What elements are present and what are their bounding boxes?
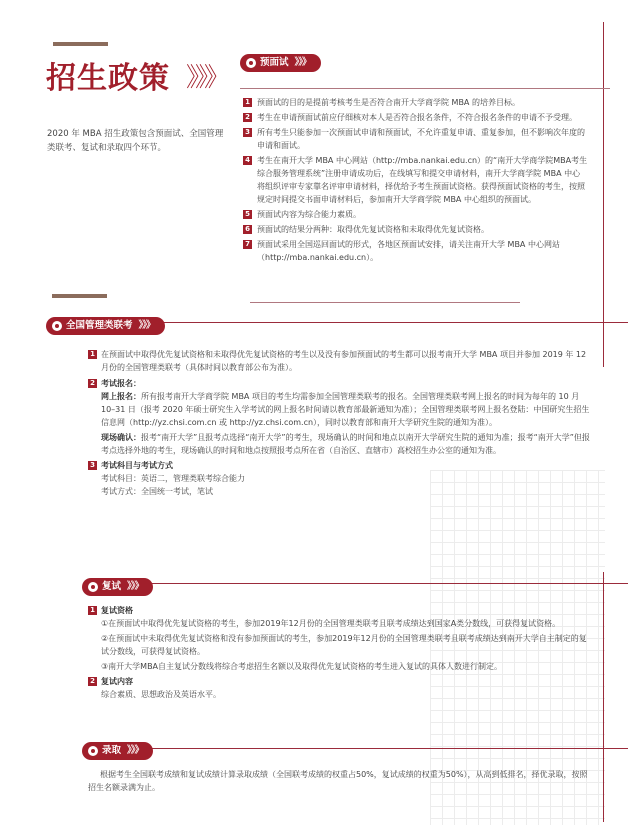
title-accent-bar <box>53 42 108 46</box>
section-label-text: 录取 <box>102 745 122 756</box>
online-text: 所有报考南开大学商学院 MBA 项目的考生均需参加全国管理类联考的报名。全国管理类联考网上报名的时间为每年的 10 月 10–31 日（报考 2020 年硕士研究生入学考试的网上报名时间请以教育部最新通知为准）；全国管理类联考网上报名登陆：中国研究生招生信息网（http://yz.chsi.com.cn 或 http://yz.chsi.com.cn），同时以教育部和南开大学研究生院的通知为准）。 <box>101 392 590 427</box>
item-number: 2 <box>88 379 97 388</box>
list-item <box>88 459 593 472</box>
section-label-text: 复试 <box>102 581 122 592</box>
divider-horizontal <box>140 748 628 749</box>
list-item <box>88 377 593 390</box>
retest-condition: ①在预面试中取得优先复试资格的考生，参加2019年12月份的全国管理类联考且联考成绩达到国家A类分数线，可获得复试资格。 <box>101 619 561 628</box>
item-text: 考生在申请预面试前应仔细核对本人是否符合报名条件，不符合报名条件的申请不予受理。 <box>257 113 577 122</box>
item-number: 2 <box>88 677 97 686</box>
list-item <box>88 348 593 374</box>
item-number: 4 <box>243 156 252 165</box>
item-number: 1 <box>243 98 252 107</box>
exam-method: 考试方式：全国统一考试，笔试 <box>101 487 213 496</box>
onsite-confirmation <box>88 431 593 457</box>
admission-section <box>88 768 593 794</box>
bullet-icon <box>88 746 98 756</box>
item-number: 5 <box>243 210 252 219</box>
divider-horizontal <box>240 88 610 89</box>
list-item <box>88 675 593 688</box>
bullet-icon <box>88 582 98 592</box>
divider-horizontal <box>140 583 628 584</box>
divider-horizontal <box>250 302 520 303</box>
online-registration <box>88 390 593 429</box>
item-number: 1 <box>88 350 97 359</box>
item-text: 所有考生只能参加一次预面试申请和预面试，不允许重复申请、重复参加，但不影响次年度的申请和面试。 <box>257 128 585 150</box>
chevron-icon: 》》》 <box>138 320 155 331</box>
item-title: 复试内容 <box>101 677 133 686</box>
intro-text: 2020 年 MBA 招生政策包含预面试、全国管理类联考、复试和录取四个环节。 <box>47 129 224 153</box>
section-label-text: 预面试 <box>260 57 289 68</box>
retest-section <box>88 604 593 701</box>
chevron-icon: 》》》 <box>127 581 144 592</box>
item-text: 预面试的结果分两种：取得优先复试资格和未取得优先复试资格。 <box>257 225 489 234</box>
list-item <box>243 154 588 206</box>
chevron-icon: 》》》 <box>127 745 144 756</box>
item-text: 考生在南开大学 MBA 中心网站（http://mba.nankai.edu.cn）的“南开大学商学院MBA考生综合服务管理系统”注册申请成功后，在线填写和提交申请材料，南开大学商学院 MBA 中心将组织评审专家靠名评审申请材料，择优给予考生预面试资格。获得预面试资格的考生，按照规定时间提交书面申请材料后，参加南开大学商学院 MBA 中心组织的预面试。 <box>257 156 588 204</box>
bullet-icon <box>52 321 62 331</box>
chevron-icon: 》》》 <box>294 57 311 68</box>
item-number: 7 <box>243 240 252 249</box>
item-number: 3 <box>88 461 97 470</box>
title-chevron-icon: 》》》 <box>186 63 227 93</box>
item-text: 预面试采用全国巡回面试的形式，各地区预面试安排，请关注南开大学 MBA 中心网站（http://mba.nankai.edu.cn）。 <box>257 240 560 262</box>
exam-subjects: 考试科目：英语二，管理类联考综合能力 <box>101 474 245 483</box>
exam-section <box>88 348 593 498</box>
item-number: 3 <box>243 128 252 137</box>
section-label-preinterview <box>240 54 321 72</box>
list-item <box>243 238 588 264</box>
list-item <box>243 111 588 124</box>
section-label-text: 全国管理类联考 <box>66 320 133 331</box>
admission-text: 根据考生全国联考成绩和复试成绩计算录取成绩（全国联考成绩的权重占50%，复试成绩的权重为50%），从高到低排名，择优录取，按照招生名额录满为止。 <box>88 770 588 792</box>
item-text: 预面试的目的是提前考核考生是否符合南开大学商学院 MBA 的培养目标。 <box>257 98 520 107</box>
item-text: 预面试内容为综合能力素质。 <box>257 210 361 219</box>
retest-content: 综合素质、思想政治及英语水平。 <box>101 690 221 699</box>
divider-horizontal <box>150 322 628 323</box>
list-item <box>243 126 588 152</box>
onsite-label: 现场确认： <box>101 433 141 442</box>
item-number: 2 <box>243 113 252 122</box>
onsite-text: 报考“南开大学”且报考点选择“南开大学”的考生，现场确认的时间和地点以南开大学研究生院的通知为准；报考“南开大学”但报考点选择外地的考生，现场确认的时间和地点按照报考点所在省（自治区、直辖市）高校招生办公室的通知为准。 <box>101 433 590 455</box>
divider-vertical-lower <box>603 572 604 822</box>
section-label-admission <box>82 742 153 760</box>
divider-vertical <box>603 22 604 367</box>
item-title: 复试资格 <box>101 606 133 615</box>
accent-bar <box>52 294 107 298</box>
retest-condition: ②在预面试中未取得优先复试资格和没有参加预面试的考生，参加2019年12月份的全国管理类联考且联考成绩达到南开大学自主制定的复试分数线，可获得复试资格。 <box>101 634 587 656</box>
list-item <box>243 208 588 221</box>
bullet-icon <box>246 58 256 68</box>
list-item <box>88 604 593 617</box>
preinterview-list <box>243 96 588 266</box>
page-title: 招生政策 <box>46 61 170 96</box>
section-label-retest <box>82 578 153 596</box>
item-text: 在预面试中取得优先复试资格和未取得优先复试资格的考生以及没有参加预面试的考生都可以报考南开大学 MBA 项目并参加 2019 年 12 月份的全国管理类联考（具体时间以教育部公布为准）。 <box>101 350 587 372</box>
item-title: 考试报名： <box>101 379 141 388</box>
retest-condition: ③南开大学MBA自主复试分数线将综合考虑招生名额以及取得优先复试资格的考生进入复试的具体人数进行制定。 <box>101 662 503 671</box>
list-item <box>243 96 588 109</box>
item-number: 6 <box>243 225 252 234</box>
item-title: 考试科目与考试方式 <box>101 461 173 470</box>
section-label-exam <box>46 317 165 335</box>
online-label: 网上报名： <box>101 392 141 401</box>
item-number: 1 <box>88 606 97 615</box>
list-item <box>243 223 588 236</box>
